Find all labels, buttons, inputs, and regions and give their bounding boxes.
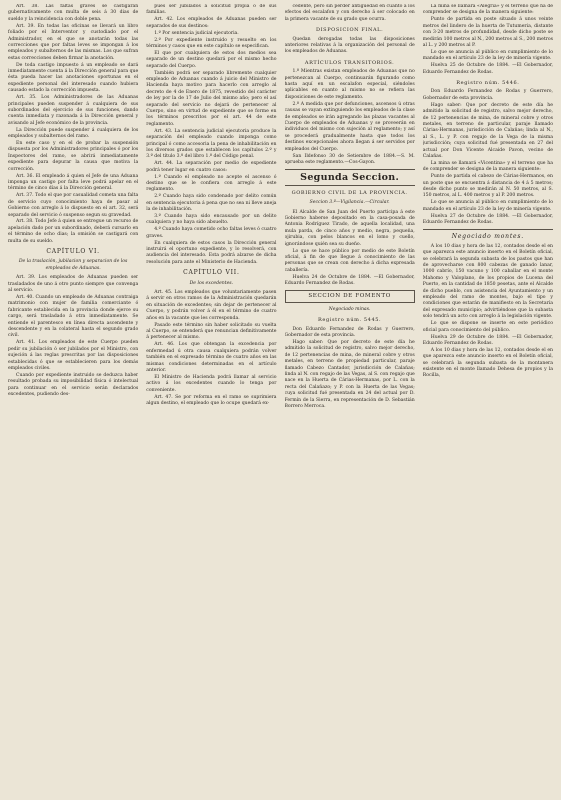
paragraph: La mina se llamará «Alegría» y el terreno que ha de comprender se designa de la manera siguiente: bbox=[422, 4, 553, 16]
chapter-subtitle: De los excedentes. bbox=[189, 280, 234, 286]
paragraph: Art. 45. Los empleados que voluntariamente pasen á servir en otros ramos de la Administración quedarán en situación de excedentes; sin dejar de pertenecer al Cuerpo, y podrán volver á él en el término de cuatro años en la vacante que les corresponda. bbox=[146, 290, 277, 321]
column-3 bbox=[285, 4, 415, 800]
paragraph: Art. 38. Las faltas graves se castigarán gubernativamente con multa de seis á 30 dias de sueldo y la reincidencia con doble pena. bbox=[8, 4, 139, 22]
paragraph: Huelva 24 de Octubre de 1884. —El Gobernador, Eduardo Fernandez de Rodas. bbox=[284, 274, 415, 287]
paragraph: Punto de partida el cabezo de Cárias-Hermanos, en un poste que se encuentra á distancia de 4 á 5 metros; desde dicho punto se medirán al N. 50 metros, al S. 150 metros, al L. 400 metros y al P. 200 metros. bbox=[422, 174, 553, 199]
paragraph: Art. 36. El empleado á quien el Jefe de una Aduana imponga un castigo por falta leve podrá apelar en el término de cinco días á la Dirección general. bbox=[8, 173, 139, 192]
paragraph: Lo que se dispone se inserte en este periódico oficial para conocimiento del público. bbox=[422, 321, 553, 333]
paragraph: Don Eduardo Fernandez de Rodas y Guerrero, Gobernador de esta provincia. bbox=[284, 326, 415, 339]
column-1 bbox=[8, 4, 138, 800]
paragraph: A los 10 dias y hora de las 12, contados desde el en que aparezca este anuncio inserto en el Boletín oficial, se celebrará la segunda subasta de los pastos que han de aprovecharse con 800 cabezas de ganado lanar, 1000 cabrío, 150 vacuno y 100 caballar en el monte Mahomo y Valoplano, de los propios de Lucena del Puerto, en la cantidad de 1850 pesetas, ante el Alcalde de dicho pueblo, con asistencia del Ayuntamiento y un empleado del ramo de montes, bajo el tipo y condiciones que estarán de manifiesto en la Secretaría del expresado municipio; advirtiéndose que la subasta solo tendrá un acto con arreglo á la legislación vigente. bbox=[422, 243, 553, 320]
chapter-title: CAPÍTULO VI. bbox=[46, 248, 100, 256]
section-title: Segunda Seccion. bbox=[300, 172, 400, 184]
fomento-box: SECCION DE FOMENTO bbox=[285, 290, 415, 302]
paragraph: Art. 37. Todo el que por casualidad cometa una falta de servicio cuyo conocimiento haya de pasar al Gobierno con arreglo á lo dispuesto en el art. 32, será separado del servicio ó suspenso segun su gravedad. bbox=[8, 193, 139, 218]
paragraph: Hago saber: Que por decreto de este día he admitido la solicitud de registro, salvo mejor derecho, de 12 pertenencias de mina, de mineral cobre y otros metales, en terreno de propiedad particular, paraje llamado Cabezo Cantador, jurisdicción de Calañas; linda al N. con regajo de las Vegas, al S. con regajo que nace en la Huerta de Cárias-Hermanas, por L. con la recta del Calañazo; y P. con la Huerta de las Vegas; cuya solicitud fué presentada en 24 del actual por D. Fermín de la Sierra, en representación de D. Sebastián Borrero Merroca. bbox=[284, 339, 415, 410]
paragraph: Lo que se anuncia al público en cumplimiento de lo mandado en el artículo 23 de la ley de minería vigente. bbox=[422, 49, 553, 62]
paragraph: 4.º Cuando haya cometido ocho faltas leves ó cuatro graves. bbox=[146, 227, 277, 239]
paragraph: El que por cualquiera de estos dos medios sea separado de un destino quedará por el mismo hecho separado del Cuerpo. bbox=[146, 50, 277, 69]
paragraph: En este caso y en el de probar la suspensión dispuesta por los Administradores principales ó por los Inspectores del ramo, se abrirá inmediatamente expediente para depurar la causa que motiva la corrección. bbox=[8, 141, 139, 172]
chapter-title: CAPÍTULO VII. bbox=[183, 269, 240, 277]
paragraph: Don Eduardo Fernandez de Rodas y Guerrero, Gobernador de esta provincia. bbox=[422, 89, 553, 101]
paragraph: Art. 39. Los empleados de Aduanas pueden ser trasladados de uno á otro punto siempre que convenga al servicio. bbox=[8, 275, 139, 294]
section-label: Seccion 3.ª—Vigilancia.—Circular. bbox=[309, 200, 390, 206]
paragraph: Quedan derogadas todas las disposiciones anteriores relativas á la organización del personal de los empleados de Aduanas. bbox=[284, 36, 415, 55]
paragraph: Art. 47. Se por reforma en el ramo se suprimiera algun destino, el empleado que lo ocupe quedará ex- bbox=[146, 394, 277, 406]
paragraph: 2.º Cuando haya sido condenado por delito común en sentencia ejecutoria á pena que no sea ni lleve aneja la de inhabilitación. bbox=[146, 194, 277, 213]
paragraph: 1.º Mientras existan empleados de Aduanas que no pertenezcan al Cuerpo, continuarán figurando como hasta aquí en un escalafon especial, siéndoles aplicables en cuanto al mismo no se refiera las disposiciones de este reglamento. bbox=[284, 69, 415, 100]
paragraph: Art. 41. Los empleados de este Cuerpo pueden pedir su jubilación ó ser jubilados por el Ministro, con sujeción á las reglas prescritas por las disposiciones establecidas ó que se establecieren para los demás empleados civiles. bbox=[8, 340, 139, 371]
paragraph: Lo que se anuncia al público en cumplimiento de lo mandado en el artículo 23 de la ley de minería vigente. bbox=[422, 200, 553, 212]
negociado-label: Negociado minas. bbox=[328, 306, 371, 312]
chapter-subtitle: De la traslación, jubilacion y separacion de los empleados de Aduanas. bbox=[18, 259, 128, 271]
paragraph: A los 10 dias y hora de las 12, contados desde el en que aparezca este anuncio inserto en el Boletín oficial, se celebrará la segunda subasta de la montanera existente en el monte llamado Dehesa de propios y la Rocilla, bbox=[422, 347, 553, 379]
paragraph: Punto de partida en poste situado á unos veinte metros del lindero de la huerta de Tutumeria, distante con 3·20 metros de profundidad, desde dicho poste se medirán 100 metros al N., 200 metros al S., 200 metros al L. y 200 metros al P. bbox=[422, 17, 553, 48]
paragraph: 1.º Por sentencia judicial ejecutoria. bbox=[154, 30, 239, 36]
paragraph: 2.º Por expediente instruido y resuelto en los términos y casos que en este capítulo se especifican. bbox=[146, 37, 277, 49]
paragraph: Huelva 27 de Octubre de 1884. —El Gobernador, Eduardo Fernandez de Rodas. bbox=[422, 213, 553, 225]
registro-label: Registro núm. 5445. bbox=[318, 317, 382, 324]
paragraph: pues ser jubilados á solicitud propia ó de sus familias. bbox=[146, 4, 277, 16]
paragraph: Art. 46. Los que obtengan la excedencia por enfermedad ú otra causa cualquiera podrán volver también en el expresado término de cuatro años en las mismas condiciones determinadas en el artículo anterior. bbox=[146, 342, 277, 373]
paragraph: 2.º A medida que por defunciones, ascensos ú otras causas se vayan extinguiendo los empleados de la clase de empleados se irán agregando las plazas vacantes al Cuerpo de empleados de Aduanas y se proveerán en individuos del mismo con sujeción al reglamento; y así se procederá gradualmente hasta que todos los destinos excepcionales ahora llegan á ser servidos por empleados del Cuerpo. bbox=[284, 101, 415, 152]
paragraph: También podrá ser separado libremente cualquier empleado de Aduanas cuando á juicio del Ministro de Hacienda haya motivo para hacerlo con arreglo al decreto de 4 de Enero de 1875, revestido del carácter de ley por la de 17 de Julio del mismo año; pero el así separado del servicio no dejará de pertenecer al Cuerpo, sino en virtud de expediente que se forme en los términos prescritos por el art. 44 de este reglamento. bbox=[146, 70, 277, 127]
divider bbox=[423, 229, 553, 230]
column-4 bbox=[423, 4, 553, 800]
divider bbox=[285, 185, 415, 186]
paragraph: Pasado este término sin haber solicitado su vuelta al Cuerpo, se entenderá que renuncian definitivamente á pertenecer al mismo. bbox=[146, 322, 277, 341]
paragraph: Art. 43. La sentencia judicial ejecutoria produce la separación del empleado cuando imponga como principal ó como accesoria la pena de inhabilitación en los diversos grados que establecen los capítulos 2.º y 3.º del título 3.º del libro 1.º del Código penal. bbox=[146, 128, 277, 160]
section-heading: ARTÍCULOS TRANSITORIOS. bbox=[304, 59, 395, 66]
paragraph: La Dirección puede suspender á cualquiera de los empleados y subalternos del ramo. bbox=[8, 127, 139, 140]
paragraph: El Ministro de Hacienda podrá llamar al servicio activo á los excedentes cuando lo tenga por conveniente. bbox=[146, 374, 277, 393]
gobierno-heading: GOBIERNO CIVIL DE LA PROVINCIA. bbox=[291, 189, 408, 196]
paragraph: Art. 35. Los Administradores de las Aduanas principales pueden suspender á cualquiera de sus subordinados del ejercicio de sus funciones, dando cuenta inmediata y razonada á la Dirección general y avisando al Jefe económico de la provincia. bbox=[8, 95, 139, 126]
paragraph: Lo que se hace público por medio de este Boletín oficial, á fin de que llegue á conocimiento de las personas que se crean con derecho á dicha expresada caballería. bbox=[284, 248, 415, 273]
columns bbox=[8, 4, 553, 800]
paragraph: En cualquiera de estos casos la Dirección general instruirá el oportuno expediente, y lo resolverá, con audiencia del interesado. Esta podrá alzarse de dicha resolución para ante el Ministerio de Hacienda. bbox=[146, 240, 277, 265]
divider bbox=[285, 169, 415, 170]
paragraph: Hago saber: Que por decreto de este día he admitido la solicitud de registro, salvo mejor derecho, de 12 pertenencias de mina, de mineral cobre y otros metales, en terreno de particular, paraje llamado Cárias-Hermanas, jurisdicción de Calañas; linda al N., al S., L. y P. con regajo de la Vega de la misma jurisdicción; cuya solicitud fué presentada en 27 del actual por Don Vicente Alcaide Pavon, vecino de Calañas. bbox=[422, 102, 553, 159]
paragraph: 3.º Cuando haya sido encausado por un delito cualquiera y no haya sido absuelto. bbox=[146, 214, 277, 226]
paragraph: La mina se llamará «Vicentina» y el terreno que ha de comprender se designa de la manera siguiente: bbox=[422, 160, 553, 173]
paragraph: El Alcalde de San Juan del Puerto participa á este Gobierno haberse depositado en la casa-posada de Antonia Rodríguez Tirado, de aquella localidad, una mula parda, de cinco años y medio, negra, pequeña, ojirubia, con pelos blancos en el lomo y cuello, ignorándose quién sea su dueño. bbox=[284, 209, 415, 247]
paragraph: Art. 38. Todo Jefe á quien se entregue un recurso de apelación dado por un subordinado, deberá cursarlo en el término de ocho dias; la omisión se castigará con multa de su sueldo. bbox=[8, 219, 139, 244]
paragraph: Art. 44. La separación por medio de expediente podrá tener lugar en cuatro casos: bbox=[146, 161, 277, 173]
paragraph: 1.º Cuando el empleado no acepte el ascenso ó destino que se le confiera con arreglo á este reglamento. bbox=[146, 174, 277, 193]
paragraph: Huelva 29 de Octubre de 1884. —El Gobernador, Eduardo Fernandez de Rodas. bbox=[422, 334, 553, 346]
paragraph: San Ildefonso 30 de Setiembre de 1884.—S. M. aprueba este reglamento.—Cos-Gayon. bbox=[284, 153, 415, 165]
registro-label: Registro núm. 5446. bbox=[456, 79, 520, 86]
paragraph: cedente, pero sin perder antigüedad en cuanto á los efectos del escalafon y con derecho á ser colocado en la primera vacante de su grado que ocurra. bbox=[284, 4, 415, 22]
paragraph: Art. 42. Los empleados de Aduanas pueden ser separados de sus destinos: bbox=[146, 17, 277, 29]
paragraph: Cuando por expediente instruido se deduzca haber resultado probada su imposibilidad física ó intelectual para continuar en el servicio serán declarados excedentes, pudiendo des- bbox=[8, 372, 139, 398]
paragraph: Art. 40. Cuando un empleado de Aduanas contraiga matrimonio con mujer de familia comerciante ó fabricante establecida en la provincia donde ejerce su cargo, será trasladado á otra inmediatamente. Se entiende el parentesco en línea directa ascendente y descendente y en la colateral hasta el segundo grado civil. bbox=[8, 294, 139, 339]
section-heading: DISPOSICION FINAL. bbox=[315, 27, 384, 34]
column-2 bbox=[146, 4, 276, 800]
paragraph: Art. 39. En todas las oficinas se llevará un libro foliado por el Interventor y custodiado por el Administrador, en el que se anotarán todas las correcciones que por faltas leves se impongan á los empleados y subalternos de las mismas. Los que sufran estas correcciones deben firmar la anotación. bbox=[8, 23, 139, 61]
paragraph: De toda castigo impuesto á un empleado se dará inmediatamente cuenta á la Dirección general para que ésta pueda hacer las anotaciones oportunas en el expediente personal del interesado cuando hubiera causado estado la corrección impuesta. bbox=[8, 62, 139, 94]
paragraph: Huelva 25 de Octubre de 1884. —El Gobernador, Eduardo Fernandez de Rodas. bbox=[422, 63, 553, 75]
montes-heading: Negociado montes. bbox=[451, 233, 524, 241]
